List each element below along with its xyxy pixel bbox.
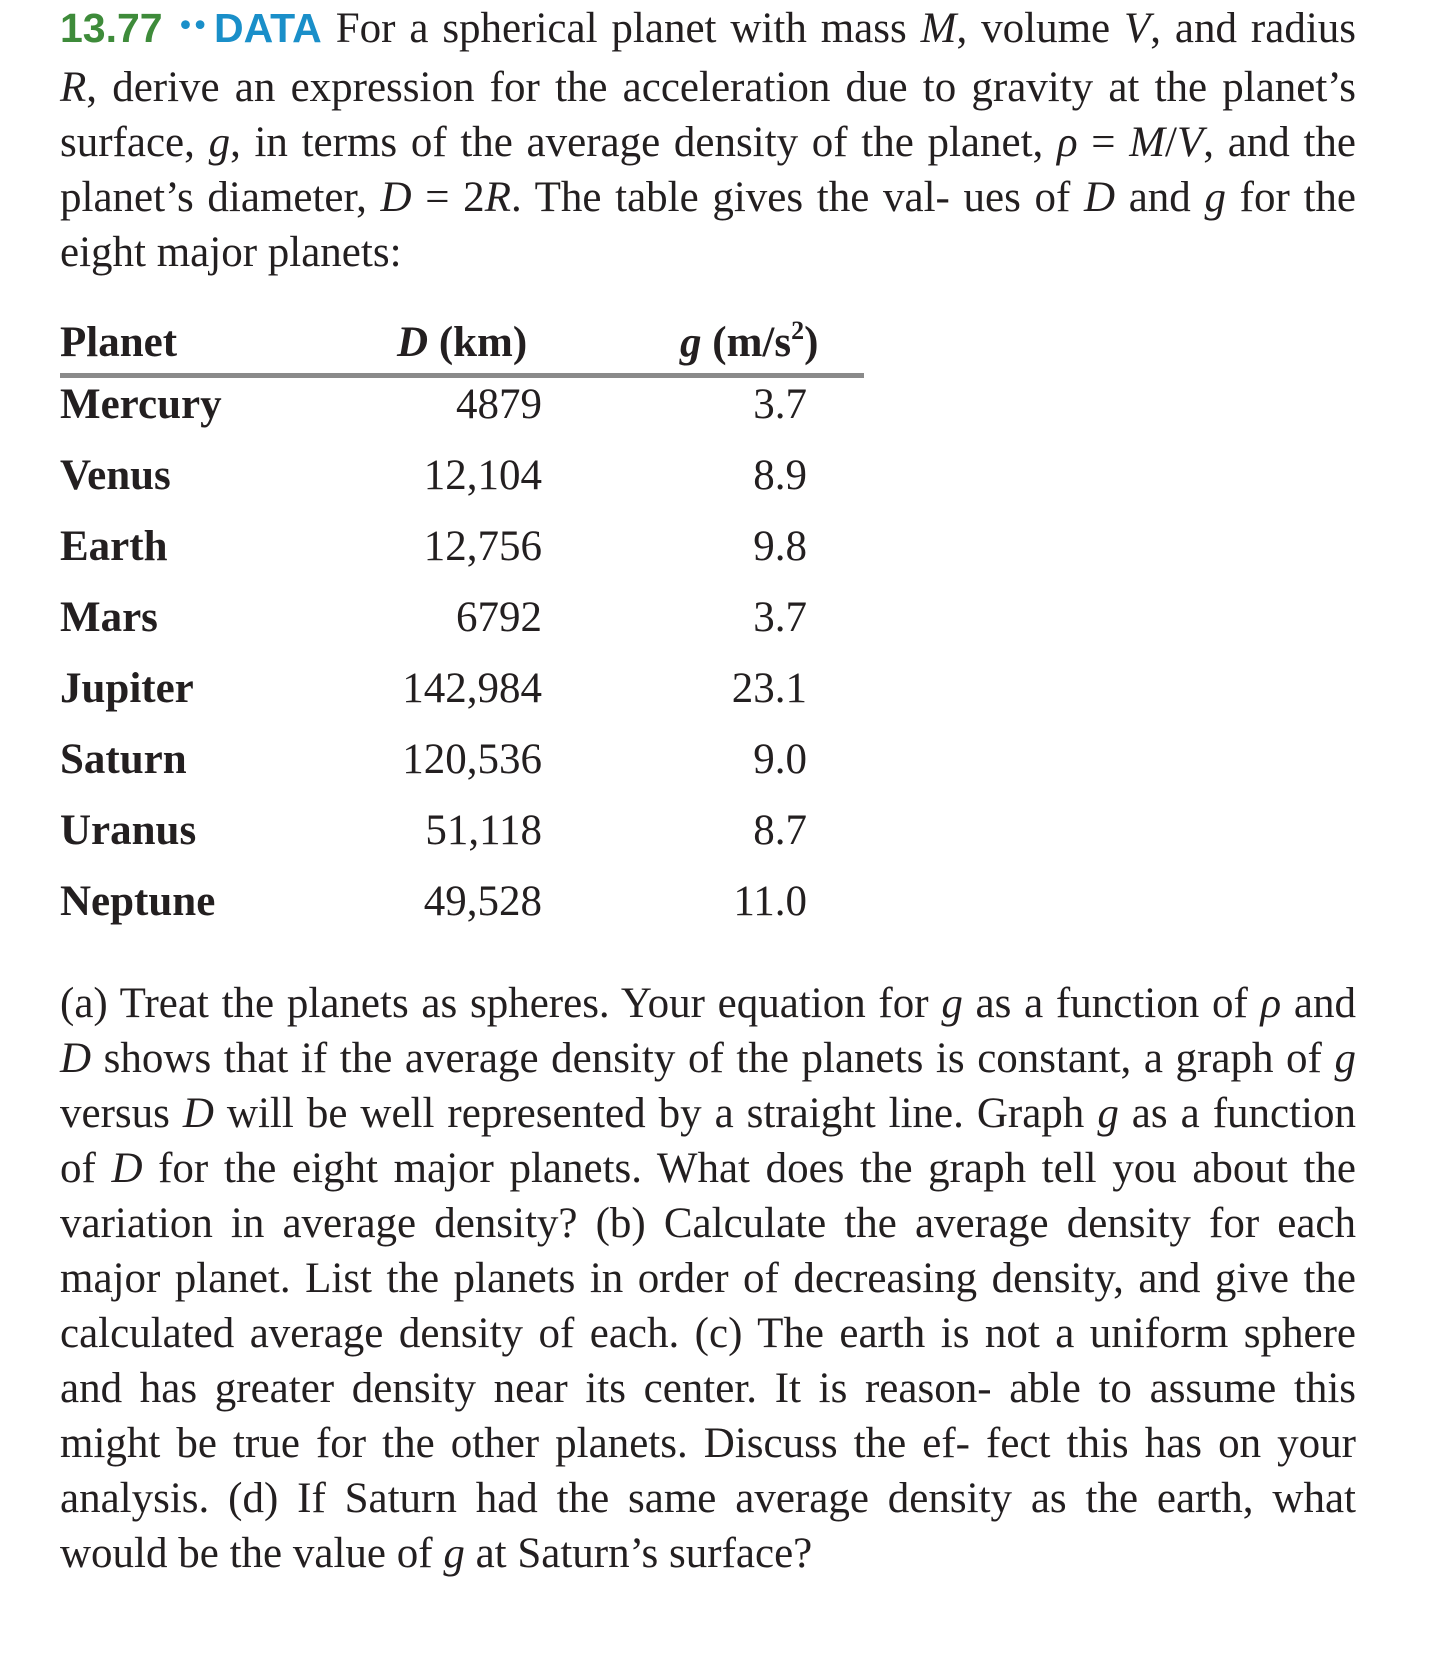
math-variable: g: [941, 980, 963, 1027]
difficulty-dots-icon: ••: [176, 9, 206, 44]
math-variable: R: [60, 64, 87, 111]
text-run: For a spherical planet with mass: [335, 5, 921, 52]
text-run: = 2: [411, 174, 485, 221]
math-variable: M: [1129, 119, 1166, 166]
table-row: [60, 733, 864, 804]
text-run: , in terms of the average density of the planet,: [230, 119, 1057, 166]
math-variable: ρ: [1260, 980, 1282, 1027]
gravity-value: 9.0: [753, 736, 807, 783]
diameter-value: 12,104: [423, 452, 542, 499]
planet-name: Mercury: [60, 381, 222, 428]
planet-name: Mars: [60, 594, 158, 641]
table-row: [60, 378, 864, 449]
planet-name: Saturn: [60, 736, 187, 783]
diameter-value: 120,536: [402, 736, 542, 783]
gravity-value: 8.7: [753, 807, 807, 854]
text-run: versus: [60, 1090, 183, 1137]
text-run: as a function of: [962, 980, 1261, 1027]
gravity-value: 3.7: [753, 594, 807, 641]
gravity-value: 9.8: [753, 523, 807, 570]
planet-name: Neptune: [60, 878, 216, 925]
planet-name: Uranus: [60, 807, 197, 854]
math-variable: M: [920, 5, 957, 52]
planet-name: Earth: [60, 523, 168, 570]
text-run: /: [1165, 119, 1177, 166]
text-run: for the eight major planets. What does the graph tell you about the variation in average density? (b) Calculate the average density for each major planet. List the planets in order of decreasing density, and give the calculated average density of each. (c) The earth is not a uniform sphere and has greater density near its center. It is reason- able to assume this might be true for the other planets. Discuss the ef- fect this has on your analysis. (d) If Saturn had the same average density as the earth, what would be the value of: [60, 1145, 1356, 1577]
table-row: [60, 591, 864, 662]
text-run: and: [1115, 174, 1205, 221]
text-run: (a) Treat the planets as spheres. Your equation for: [60, 980, 942, 1027]
gravity-value: 3.7: [753, 381, 807, 428]
table-row: [60, 662, 864, 733]
table-row: [60, 520, 864, 591]
math-variable: g: [1334, 1035, 1356, 1082]
diameter-value: 4879: [456, 381, 542, 428]
data-tag: DATA: [214, 5, 322, 51]
math-variable: D: [60, 1035, 92, 1082]
table-row: [60, 804, 864, 875]
diameter-value: 12,756: [423, 523, 542, 570]
table-header: [60, 313, 864, 373]
math-variable: V: [1124, 5, 1151, 52]
text-run: shows that if the average density of the planets is constant, a graph of: [91, 1035, 1335, 1082]
header-gravity: g $(m/s^2)$: [680, 315, 819, 366]
text-run: , derive an expression for the acceleration due to gravity at the planet’s surface,: [60, 64, 1356, 166]
header-diameter: D (km): [397, 319, 528, 366]
problem-parts: [60, 976, 1356, 1581]
math-variable: g: [443, 1530, 465, 1577]
diameter-value: 51,118: [425, 807, 542, 854]
gravity-value: 8.9: [753, 452, 807, 499]
gravity-value: 11.0: [733, 878, 807, 925]
header-planet: Planet: [60, 319, 178, 366]
gravity-value: 23.1: [731, 665, 807, 712]
math-variable: g: [1204, 174, 1226, 221]
planet-name: Venus: [60, 452, 171, 499]
problem-page: [60, 0, 1357, 1577]
planet-name: Jupiter: [60, 665, 194, 712]
text-run: =: [1077, 119, 1130, 166]
planet-table: [60, 313, 864, 946]
problem-statement: [60, 0, 1356, 280]
text-run: , volume: [956, 5, 1124, 52]
table-body: [60, 378, 864, 946]
math-variable: D: [182, 1090, 214, 1137]
diameter-value: 142,984: [402, 665, 542, 712]
text-run: . The table gives the val- ues of: [510, 174, 1084, 221]
text-run: , and the planet’s diameter,: [60, 119, 1356, 221]
math-variable: D: [111, 1145, 143, 1192]
math-variable: D: [1083, 174, 1116, 221]
text-run: as a function of: [60, 1090, 1356, 1192]
math-variable: D: [380, 174, 412, 221]
table-row: [60, 875, 864, 946]
text-run: for the eight major planets:: [60, 174, 1356, 276]
diameter-value: 6792: [456, 594, 542, 641]
math-variable: ρ: [1056, 119, 1078, 166]
text-run: at Saturn’s surface?: [464, 1530, 813, 1577]
problem-number: 13.77: [60, 5, 163, 51]
math-variable: g: [208, 119, 231, 166]
math-variable: V: [1176, 119, 1204, 166]
math-variable: R: [484, 174, 511, 221]
table-row: [60, 449, 864, 520]
text-run: , and radius: [1150, 5, 1357, 52]
text-run: and: [1281, 980, 1356, 1027]
text-run: will be well represented by a straight line. Graph: [213, 1090, 1098, 1137]
math-variable: g: [1097, 1090, 1119, 1137]
diameter-value: 49,528: [423, 878, 542, 925]
